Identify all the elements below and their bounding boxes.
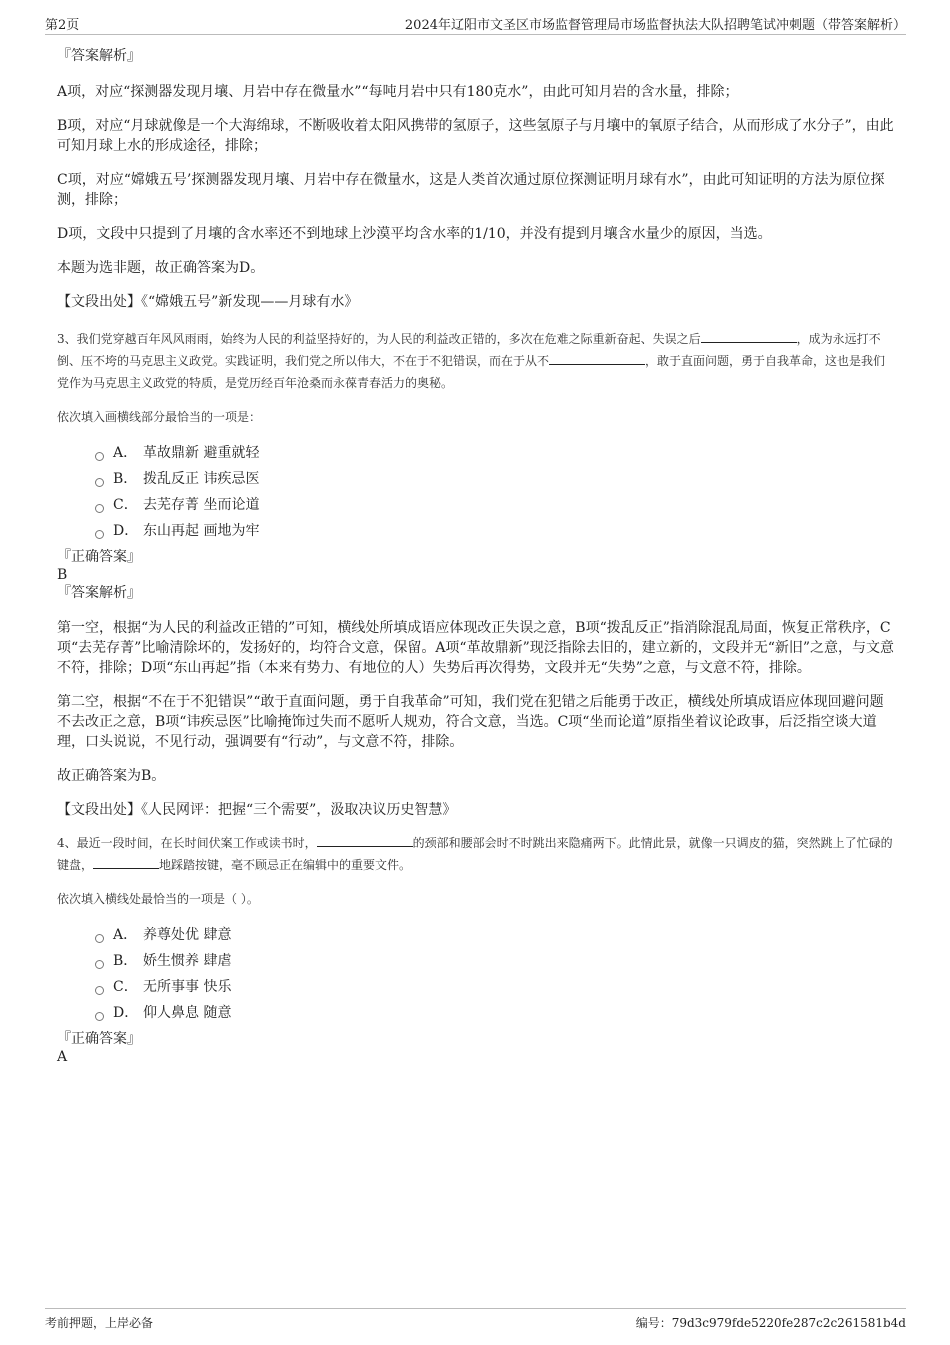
analysis-paragraph: 第二空，根据“不在于不犯错误”“敢于直面问题，勇于自我革命”可知，我们党在犯错之后能勇于改正，横线处所填成语应体现回避问题不去改正之意，B项“讳疾忌医”比喻掩饰过失而不愿听人规劝，符合文意，当选。C项“坐而论道”原指坐着议论政事，后泛指空谈大道理，口头说说，不见行动，强调要有“行动”，与文意不符，排除。 — [57, 694, 884, 750]
analysis-paragraph: C项，对应“嫦娥五号’探测器发现月壤、月岩中存在微量水，这是人类首次通过原位探测证明月球有水”，由此可知证明的方法为原位探测，排除； — [57, 172, 885, 208]
option-c[interactable]: C． 无所事事 快乐 — [95, 974, 895, 1000]
option-d[interactable]: D． 东山再起 画地为牢 — [95, 518, 895, 544]
page-content — [57, 46, 895, 1066]
conclusion: 本题为选非题，故正确答案为D。 — [57, 260, 265, 276]
analysis-label: 『答案解析』 — [57, 48, 141, 64]
conclusion: 故正确答案为B。 — [57, 768, 166, 784]
correct-answer-label: 『正确答案』 — [57, 549, 141, 565]
fill-blank — [317, 832, 413, 847]
source-citation: 【文段出处】《“嫦娥五号”新发现——月球有水》 — [57, 294, 359, 310]
option-b[interactable]: B． 拨乱反正 讳疾忌医 — [95, 466, 895, 492]
option-list — [95, 922, 895, 1026]
option-b[interactable]: B． 娇生惯养 肆虐 — [95, 948, 895, 974]
correct-answer-label: 『正确答案』 — [57, 1031, 141, 1047]
fill-blank — [701, 328, 797, 343]
option-a[interactable]: A． 养尊处优 肆意 — [95, 922, 895, 948]
radio-icon[interactable] — [95, 986, 104, 995]
radio-icon[interactable] — [95, 478, 104, 487]
document-id: 编号：79d3c979fde5220fe287c2c261581b4d — [635, 1316, 906, 1330]
radio-icon[interactable] — [95, 504, 104, 513]
fill-blank — [549, 350, 645, 365]
page-number: 第2页 — [45, 18, 80, 33]
option-c[interactable]: C． 去芜存菁 坐而论道 — [95, 492, 895, 518]
radio-icon[interactable] — [95, 452, 104, 461]
source-citation: 【文段出处】《人民网评：把握“三个需要”，汲取决议历史智慧》 — [57, 802, 457, 818]
page-footer — [45, 1308, 906, 1331]
analysis-paragraph: D项，文段中只提到了月壤的含水率还不到地球上沙漠平均含水率的1/10，并没有提到月壤含水量少的原因，当选。 — [57, 226, 772, 242]
analysis-paragraph: A项，对应“探测器发现月壤、月岩中存在微量水”“每吨月岩中只有180克水”，由此可知月岩的含水量，排除； — [57, 84, 739, 100]
question-stem: 4、最近一段时间，在长时间伏案工作或读书时， 的颈部和腰部会时不时跳出来隐痛两下。此情此景，就像一只调皮的猫，突然跳上了忙碌的键盘， 地踩踏按键，毫不顾忌正在编辑中的重要文件。 — [57, 832, 895, 876]
fill-blank — [93, 854, 159, 869]
radio-icon[interactable] — [95, 960, 104, 969]
correct-answer: B — [57, 567, 68, 583]
question-prompt: 依次填入画横线部分最恰当的一项是： — [57, 410, 262, 424]
radio-icon[interactable] — [95, 934, 104, 943]
radio-icon[interactable] — [95, 530, 104, 539]
question-stem: 3、我们党穿越百年风风雨雨，始终为人民的利益坚持好的，为人民的利益改正错的，多次在危难之际重新奋起、失误之后 ，成为永远打不倒、压不垮的马克思主义政党。实践证明，我们党之所以伟大，不在于不犯错误，而在于从不 ，敢于直面问题，勇于自我革命，这也是我们党作为马克思主义政党的特质，是党历经百年沧桑而永葆青春活力的奥秘。 — [57, 328, 895, 394]
question-prompt: 依次填入横线处最恰当的一项是（ ）。 — [57, 892, 259, 906]
option-a[interactable]: A． 革故鼎新 避重就轻 — [95, 440, 895, 466]
analysis-label: 『答案解析』 — [57, 585, 141, 601]
analysis-paragraph: 第一空，根据“为人民的利益改正错的”可知，横线处所填成语应体现改正失误之意，B项“拨乱反正”指消除混乱局面，恢复正常秩序，C项“去芜存菁”比喻清除坏的，发扬好的，均符合文意，保留。A项“革故鼎新”现泛指除去旧的，建立新的，文段并无“新旧”之意，与文意不符，排除；D项“东山再起”指（本来有势力、有地位的人）失势后再次得势，文段并无“失势”之意，与文意不符，排除。 — [57, 620, 895, 676]
document-title: 2024年辽阳市文圣区市场监督管理局市场监督执法大队招聘笔试冲刺题（带答案解析） — [404, 18, 906, 33]
option-list — [95, 440, 895, 544]
footer-slogan: 考前押题，上岸必备 — [45, 1316, 154, 1330]
correct-answer: A — [57, 1049, 68, 1065]
analysis-paragraph: B项，对应“月球就像是一个大海绵球，不断吸收着太阳风携带的氢原子，这些氢原子与月壤中的氧原子结合，从而形成了水分子”，由此可知月球上水的形成途径，排除； — [57, 118, 894, 154]
radio-icon[interactable] — [95, 1012, 104, 1021]
page-header — [45, 12, 906, 35]
option-d[interactable]: D． 仰人鼻息 随意 — [95, 1000, 895, 1026]
